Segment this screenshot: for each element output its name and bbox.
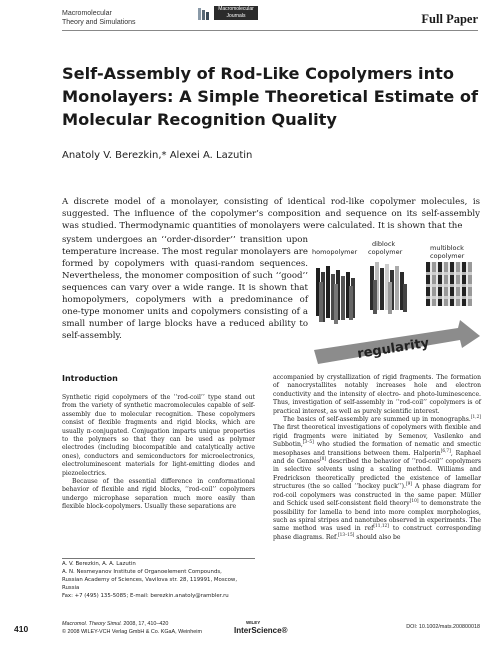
citation: [10]: [409, 499, 419, 505]
macromolecular-journals-logo: [196, 6, 260, 32]
label-diblock: diblock: [372, 240, 396, 248]
header-divider: [62, 30, 478, 31]
arrow-label: regularity: [356, 335, 431, 362]
svg-text:WILEY: WILEY: [246, 620, 261, 625]
citation: [6,7]: [440, 448, 451, 454]
section-heading-introduction: Introduction: [62, 374, 118, 383]
affiliation-divider: [62, 558, 255, 559]
paragraph: Synthetic rigid copolymers of the ‘‘rod-coil’’ type stand out from the variety of synthetic macromolecules capable of self-assembly due to molecular recognition. These copolymers consist of flexible fragments and rigid blocks, which are usually π-conjugated. Conjugation imparts unique properties to the polymers so that they can be used as polymer electrodes (including biocompatible and catalytically active ones), conductors and semiconductors for microelectronics, electroluminescent materials for light-emitting diodes and piezoelectrics.: [62, 394, 255, 477]
diblock-rods: [370, 262, 407, 314]
citation: [3–5]: [302, 440, 314, 446]
graphical-abstract: [308, 232, 484, 382]
citation: [11,12]: [373, 524, 389, 530]
homopolymer-rods: [316, 266, 355, 324]
citation: [13–15]: [338, 532, 355, 538]
label-homopolymer: homopolymer: [312, 248, 358, 256]
label-multiblock-copolymer: copolymer: [430, 252, 465, 260]
author-list: Anatoly V. Berezkin,* Alexei A. Lazutin: [62, 150, 253, 161]
body-column-right: [273, 374, 481, 542]
multiblock-rods: [426, 262, 472, 306]
author-affiliation: A. V. Berezkin, A. A. Lazutin A. N. Nesmeyanov Institute of Organoelement Compounds, Russian Academy of Sciences, Vavilova str. 28, 119991, Moscow, Russia Fax: +7 (495) 135-5085; E-mail: berezkin.anatoly@rambler.ru: [62, 560, 255, 600]
wiley-interscience-logo: [232, 618, 288, 636]
paragraph: Because of the essential difference in conformational behavior of flexible and rigid blocks, ‘‘rod-coil’’ copolymers undergo microphase separation much more easily than flexible block-copolymers. Usually these separations are: [62, 478, 255, 511]
article-title: Self-Assembly of Rod-Like Copolymers into Monolayers: A Simple Theoretical Estimate of Molecular Recognition Quality: [62, 64, 478, 129]
contact-email: Fax: +7 (495) 135-5085; E-mail: berezkin.anatoly@rambler.ru: [62, 593, 229, 599]
journal-name: Macromolecular Theory and Simulations: [62, 10, 136, 26]
logo-mark-icon: [198, 8, 212, 20]
paragraph: accompanied by crystallization of rigid fragments. The formation of nanocrystallites notably increases hole and electron conductivity and the intensity of electro- and photo-luminescence. Thus, investigation of self-assembly in ‘‘rod-coil’’ copolymers is of practical interest, as well as purely scientific interest.: [273, 374, 481, 415]
label-multiblock: multiblock: [430, 244, 464, 252]
paragraph: The basics of self-assembly are summed up in monographs.[1,2] The first theoretical investigations of copolymers with flexible and rigid fragments were initiated by Semenov, Vasilenko and Subbotin,[3–5] who studied the formation of nematic and smectic mesophases and transitions between them. Halperin[6,7], Raphael and de Gennes[8] described the behavior of ‘‘rod-coil’’ copolymers in selective solvents using a scaling method. Williams and Fredrickson theoretically predicted the existence of lamellar structures (the so called ‘‘hockey puck’’).[9] A phase diagram for rod-coil copolymers was constructed in the same paper. Müller and Schick used self-consistent field theory[10] to demonstrate the possibility for lamella to bend into more complex morphologies, such as spiral stripes and nanotubes observed in experiments. The same method was used in ref[11,12] to construct corresponding phase diagrams. Ref.[13–15] should also be: [273, 415, 482, 541]
article-type: Full Paper: [421, 12, 478, 26]
abstract-text-top: A discrete model of a monolayer, consisting of identical rod-like copolymer molecules, is suggested. The influence of the copolymer’s composition and sequence on its self-assembly was studied. Thermodynamic quantities of monolayers were calculated. It is shown that the: [62, 197, 480, 231]
logo-text: Macromolecular Journals: [214, 6, 258, 20]
svg-text:InterScience®: InterScience®: [234, 626, 288, 635]
rod-monolayer-illustration: [308, 232, 484, 382]
body-column-left: [62, 394, 255, 512]
interscience-logo-icon: [232, 618, 288, 636]
citation-footer: Macromol. Theory Simul. 2008, 17, 410–420 © 2008 WILEY-VCH Verlag GmbH & Co. KGaA, Weinheim: [62, 621, 202, 635]
page-number: 410: [14, 624, 29, 634]
citation: [1,2]: [470, 415, 481, 420]
citation: [8]: [320, 457, 327, 463]
abstract-text-left: system undergoes an ‘‘order-disorder’’ transition upon temperature increase. The most regular monolayers are formed by copolymers with quasi-random sequences. Nevertheless, the monomer composition of such ‘‘good’’ sequences can vary over a wide range. It is shown that homopolymers, copolymers with a predominance of one-type monomer units and copolymers consisting of a small number of large blocks have a reduced ability to self-assembly.: [62, 235, 308, 341]
label-diblock-copolymer: copolymer: [368, 248, 403, 256]
citation: [9]: [405, 482, 413, 488]
doi: DOI: 10.1002/mats.200800018: [406, 624, 480, 630]
